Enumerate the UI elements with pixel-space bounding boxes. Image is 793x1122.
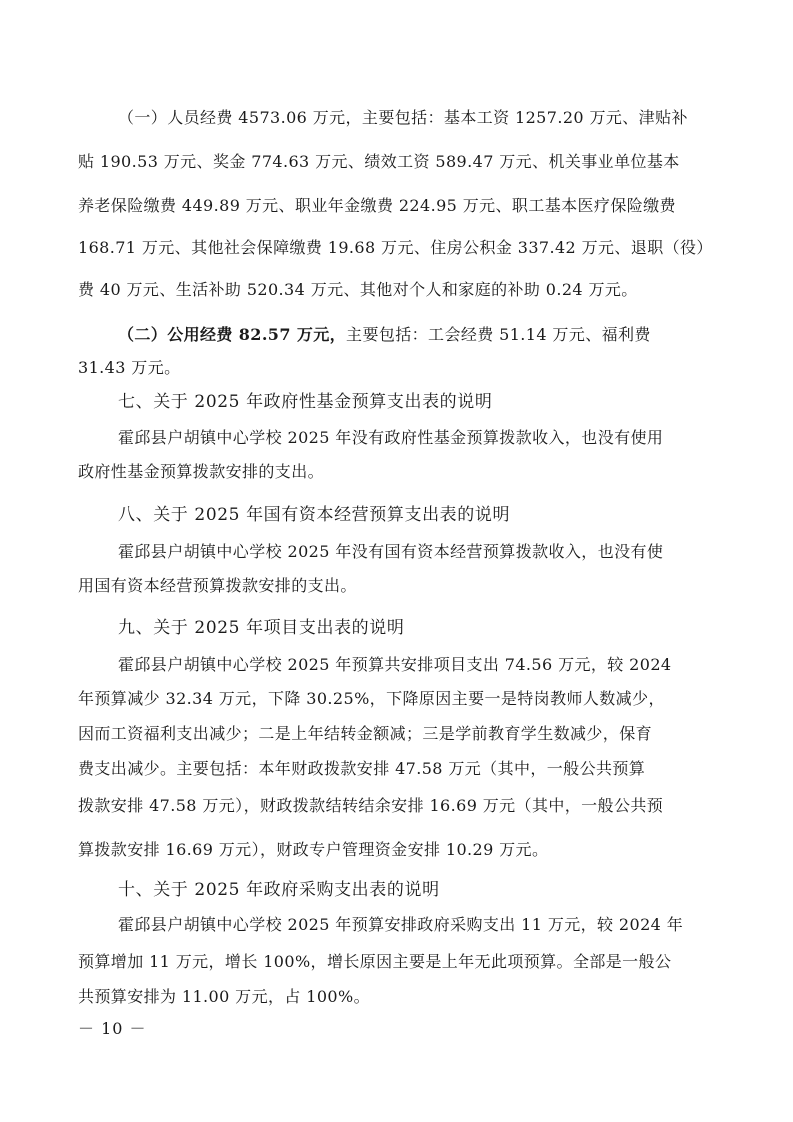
text-rest: 主要包括：工会经费 51.14 万元、福利费 xyxy=(346,325,651,344)
text-line: 霍邱县户胡镇中心学校 2025 年没有政府性基金预算拨款收入，也没有使用 xyxy=(118,428,664,447)
text-line: 算拨款安排 16.69 万元），财政专户管理资金安排 10.29 万元。 xyxy=(78,840,549,859)
text-line: 共预算安排为 11.00 万元，占 100%。 xyxy=(78,987,371,1006)
text-line: 31.43 万元。 xyxy=(78,358,181,377)
text-line: 费支出减少。主要包括：本年财政拨款安排 47.58 万元（其中，一般公共预算 xyxy=(78,759,646,778)
text-line: （一）人员经费 4573.06 万元，主要包括：基本工资 1257.20 万元、津贴补 xyxy=(118,108,688,127)
section-heading-10: 十、关于 2025 年政府采购支出表的说明 xyxy=(118,880,440,900)
text-line: 费 40 万元、生活补助 520.34 万元、其他对个人和家庭的补助 0.24 万元。 xyxy=(78,280,638,299)
text-line: 因而工资福利支出减少；二是上年结转金额减；三是学前教育学生数减少，保育 xyxy=(78,724,653,743)
text-line: 霍邱县户胡镇中心学校 2025 年预算安排政府采购支出 11 万元，较 2024 年 xyxy=(118,915,684,934)
text-line: 用国有资本经营预算拨款安排的支出。 xyxy=(78,576,357,595)
text-line: 预算增加 11 万元，增长 100%，增长原因主要是上年无此项预算。全部是一般公 xyxy=(78,952,672,971)
text-line: 年预算减少 32.34 万元，下降 30.25%，下降原因主要一是特岗教师人数减少， xyxy=(78,689,665,708)
text-line: 政府性基金预算拨款安排的支出。 xyxy=(78,462,325,481)
text-line: 贴 190.53 万元、奖金 774.63 万元、绩效工资 589.47 万元、机关事业单位基本 xyxy=(78,152,680,171)
text-line: 霍邱县户胡镇中心学校 2025 年没有国有资本经营预算拨款收入，也没有使 xyxy=(118,542,664,561)
page-number: － 10 － xyxy=(78,1019,147,1038)
section-heading-8: 八、关于 2025 年国有资本经营预算支出表的说明 xyxy=(118,505,511,525)
bold-lead: （二）公用经费 82.57 万元， xyxy=(118,325,347,344)
text-line: 霍邱县户胡镇中心学校 2025 年预算共安排项目支出 74.56 万元，较 2024 xyxy=(118,655,672,674)
section-heading-9: 九、关于 2025 年项目支出表的说明 xyxy=(118,618,405,638)
section-heading-7: 七、关于 2025 年政府性基金预算支出表的说明 xyxy=(118,392,493,412)
text-line: 养老保险缴费 449.89 万元、职业年金缴费 224.95 万元、职工基本医疗保险缴费 xyxy=(78,196,676,215)
text-line: 拨款安排 47.58 万元），财政拨款结转结余安排 16.69 万元（其中，一般公共预 xyxy=(78,796,664,815)
text-line xyxy=(118,325,651,345)
text-line: 168.71 万元、其他社会保障缴费 19.68 万元、住房公积金 337.42 万元、退职（役） xyxy=(78,238,713,257)
